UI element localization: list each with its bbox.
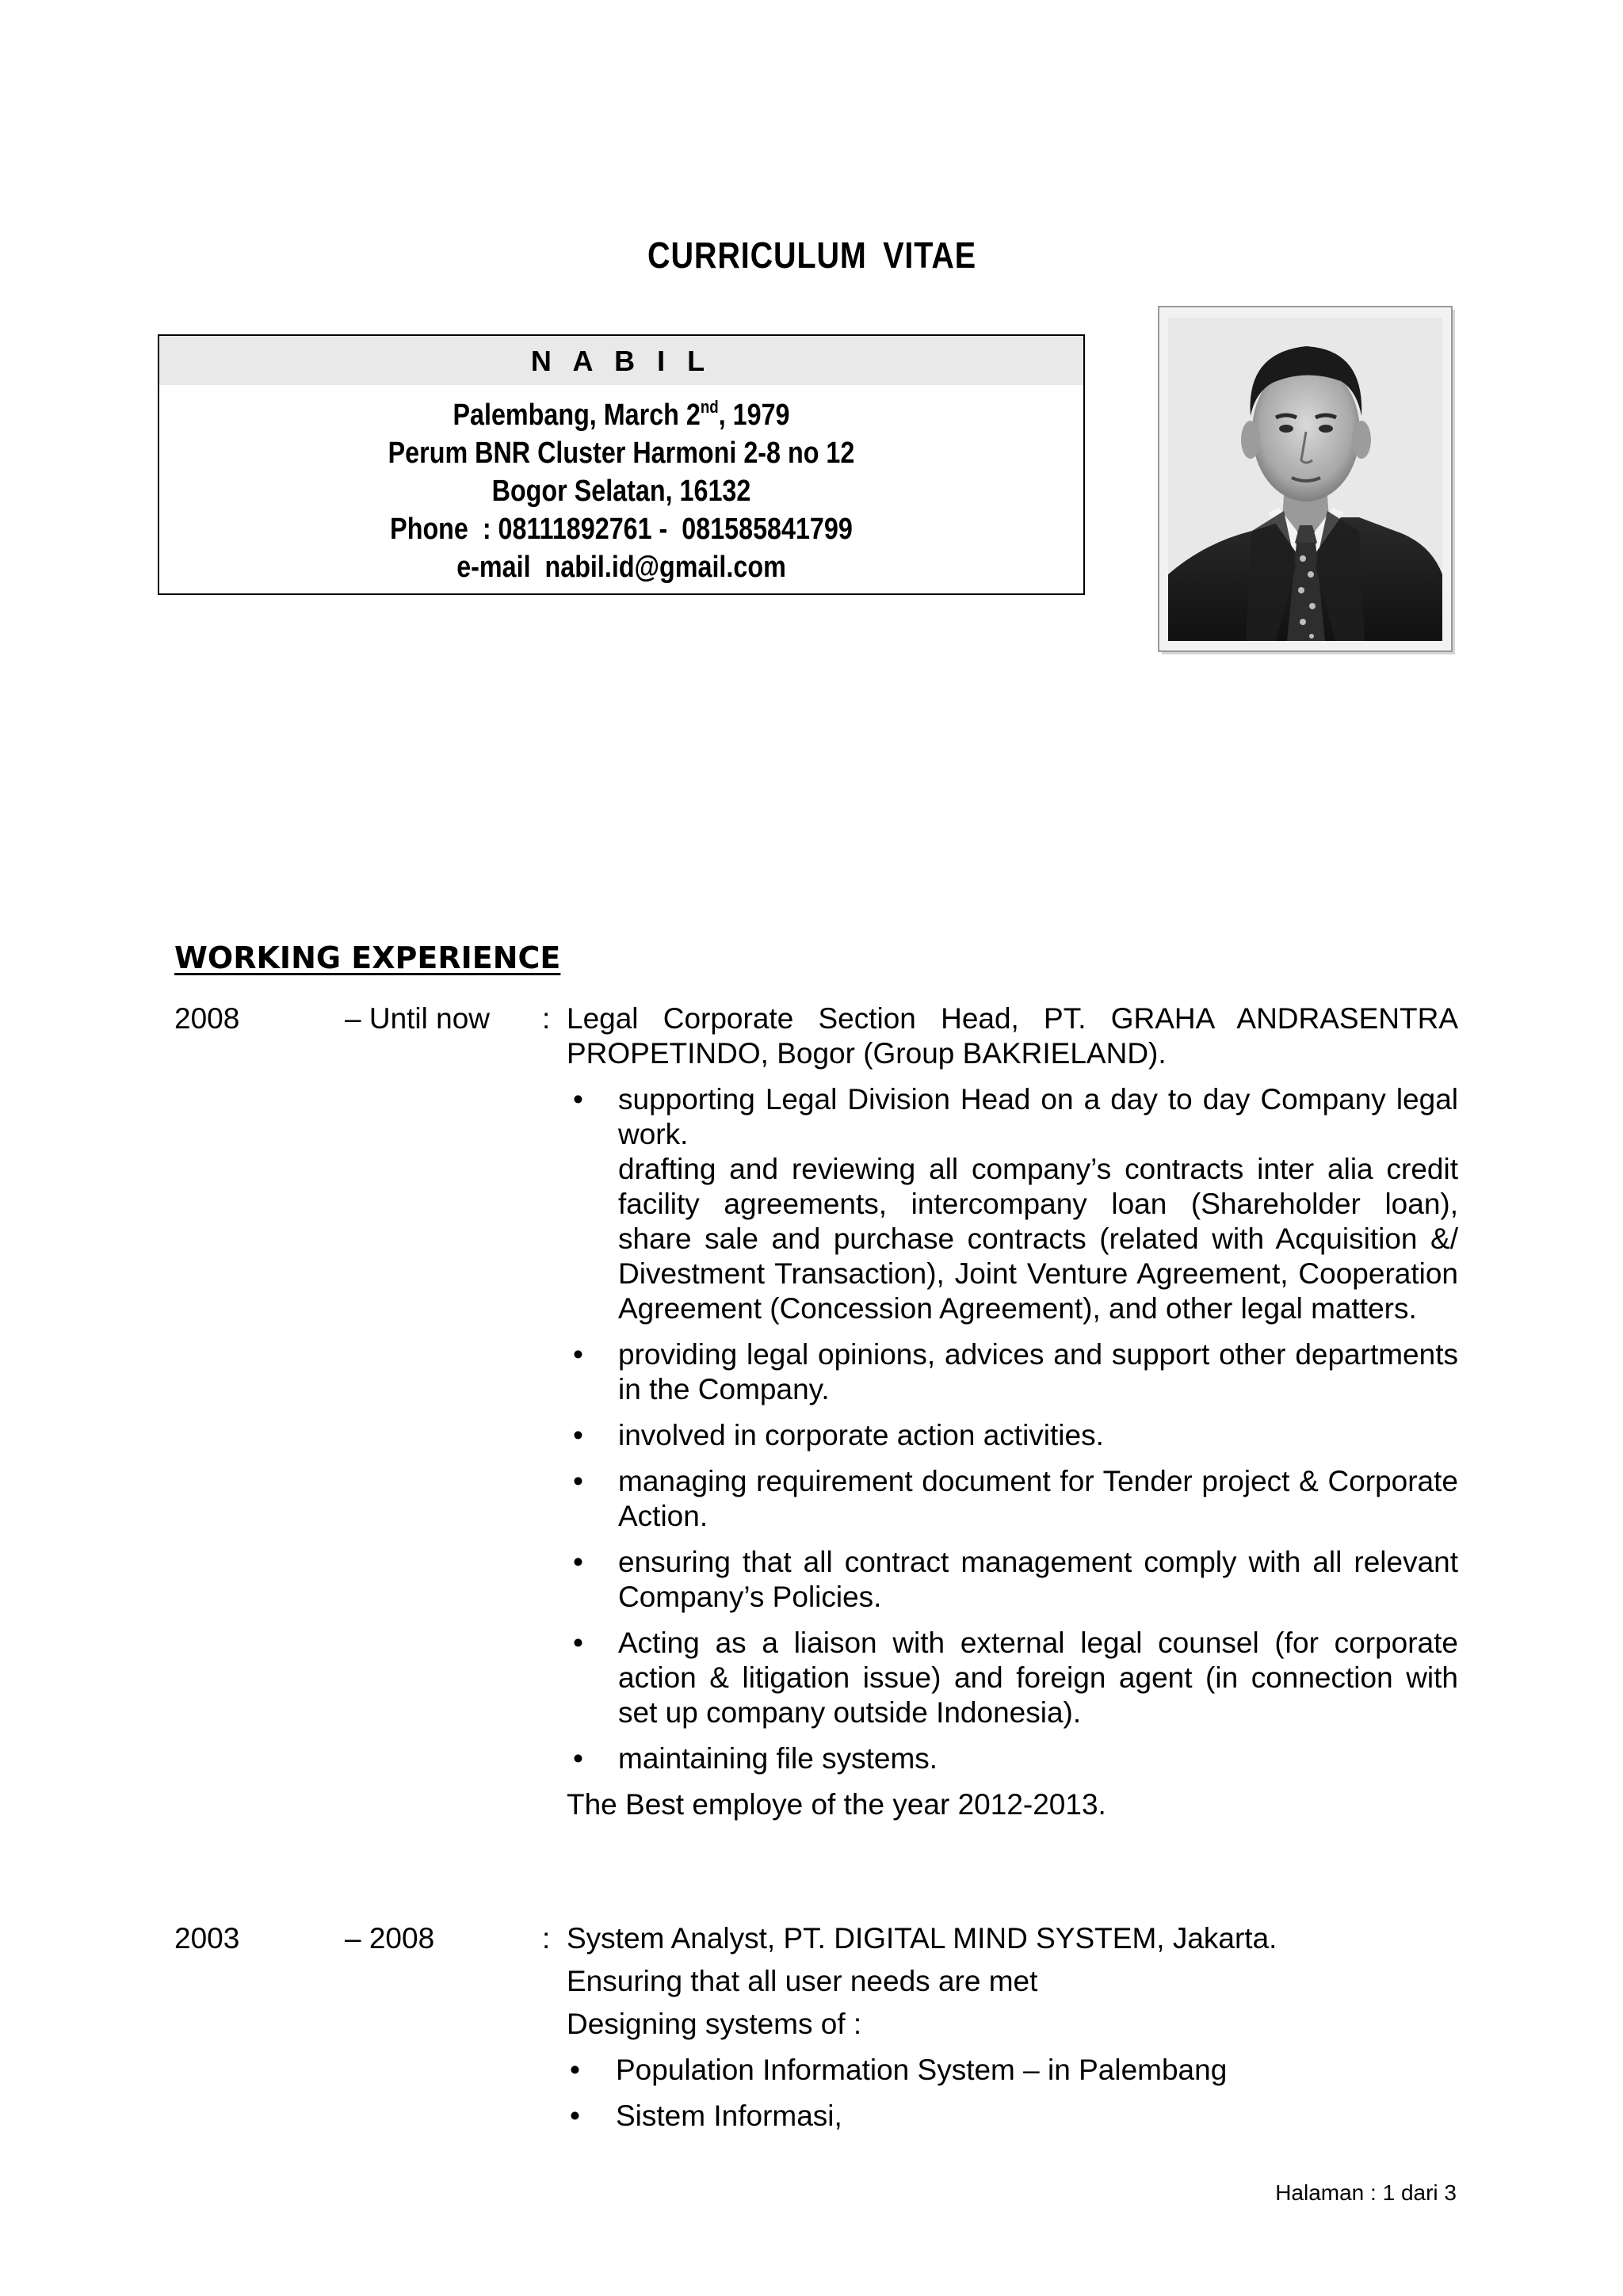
birth-info	[228, 396, 1014, 434]
duty-text: managing requirement document for Tender project & Corporate Action.	[618, 1465, 1458, 1532]
birth-place-date: Palembang, March 2	[453, 399, 701, 432]
candidate-name: N A B I L	[159, 336, 1083, 385]
list-item	[567, 1741, 1458, 1776]
document-title: CURRICULUM VITAE	[647, 235, 977, 276]
separator-colon: :	[542, 1002, 551, 1035]
birth-date-suffix: nd	[700, 397, 719, 417]
duty-text: involved in corporate action activities.	[618, 1419, 1104, 1451]
page-number: Halaman : 1 dari 3	[1275, 2180, 1457, 2205]
duty-text: drafting and reviewing all company’s contracts inter alia credit facility agreements, intercompany loan (Shareholder loan), share sale and purchase contracts (related with Acquisition &/ Divestment Transaction), Joint Venture Agreement, Cooperation Agreement (Concession Agreement), and other legal matters.	[618, 1153, 1458, 1325]
working-experience-heading: WORKING EXPERIENCE	[174, 940, 561, 975]
period-end: – 2008	[345, 1922, 435, 1955]
bullet-icon: •	[570, 2100, 580, 2132]
list-item	[567, 1545, 1458, 1615]
systems-list	[567, 2053, 1458, 2134]
bullet-icon: •	[573, 1627, 583, 1659]
list-item	[567, 1464, 1458, 1534]
identity-box	[158, 334, 1085, 595]
profile-photo	[1157, 305, 1458, 658]
bullet-icon: •	[573, 1338, 583, 1371]
birth-year: , 1979	[718, 399, 790, 432]
phone-line: Phone : 08111892761 - 081585841799	[390, 513, 853, 546]
period-end: – Until now	[345, 1002, 491, 1035]
bullet-icon: •	[573, 1083, 583, 1116]
position-title: System Analyst, PT. DIGITAL MIND SYSTEM, Jakarta.	[567, 1922, 1277, 1955]
duty-text: ensuring that all contract management comply with all relevant Company’s Policies.	[618, 1546, 1458, 1613]
system-text: Sistem Informasi,	[616, 2100, 842, 2132]
list-item	[567, 1082, 1458, 1326]
duty-text: providing legal opinions, advices and support other departments in the Company.	[618, 1338, 1458, 1405]
period-start: 2008	[174, 1002, 240, 1035]
duties-list	[567, 1082, 1458, 1776]
address-line-2: Bogor Selatan, 16132	[491, 475, 751, 508]
period-start: 2003	[174, 1922, 240, 1955]
responsibility-line: Ensuring that all user needs are met	[567, 1965, 1038, 1997]
list-item	[567, 2053, 1458, 2088]
experience-entry	[174, 1921, 1458, 2132]
bullet-icon: •	[573, 1742, 583, 1775]
email-line: e-mail nabil.id@gmail.com	[456, 551, 786, 584]
contact-details	[159, 396, 1083, 586]
experience-details	[567, 1001, 1458, 1822]
bullet-icon: •	[570, 2054, 580, 2086]
award-note: The Best employe of the year 2012-2013.	[567, 1788, 1106, 1821]
systems-intro: Designing systems of :	[567, 2008, 862, 2040]
separator-colon: :	[542, 1922, 551, 1955]
experience-entry	[174, 1001, 1458, 1821]
list-item	[567, 2099, 1458, 2134]
address-line-1: Perum BNR Cluster Harmoni 2-8 no 12	[388, 437, 855, 470]
bullet-icon: •	[573, 1465, 583, 1497]
position-title: Legal Corporate Section Head, PT. GRAHA ANDRASENTRA PROPETINDO, Bogor (Group BAKRIELAND).	[567, 1002, 1458, 1070]
list-item	[567, 1626, 1458, 1730]
bullet-icon: •	[573, 1419, 583, 1451]
list-item	[567, 1418, 1458, 1453]
duty-text: supporting Legal Division Head on a day to day Company legal work.	[618, 1083, 1458, 1150]
bullet-icon: •	[573, 1546, 583, 1578]
duty-text: Acting as a liaison with external legal counsel (for corporate action & litigation issue) and foreign agent (in connection with set up company outside Indonesia).	[618, 1627, 1458, 1729]
duty-text: maintaining file systems.	[618, 1742, 938, 1775]
list-item	[567, 1337, 1458, 1407]
experience-details	[567, 1921, 1458, 2134]
system-text: Population Information System – in Palembang	[616, 2054, 1228, 2086]
